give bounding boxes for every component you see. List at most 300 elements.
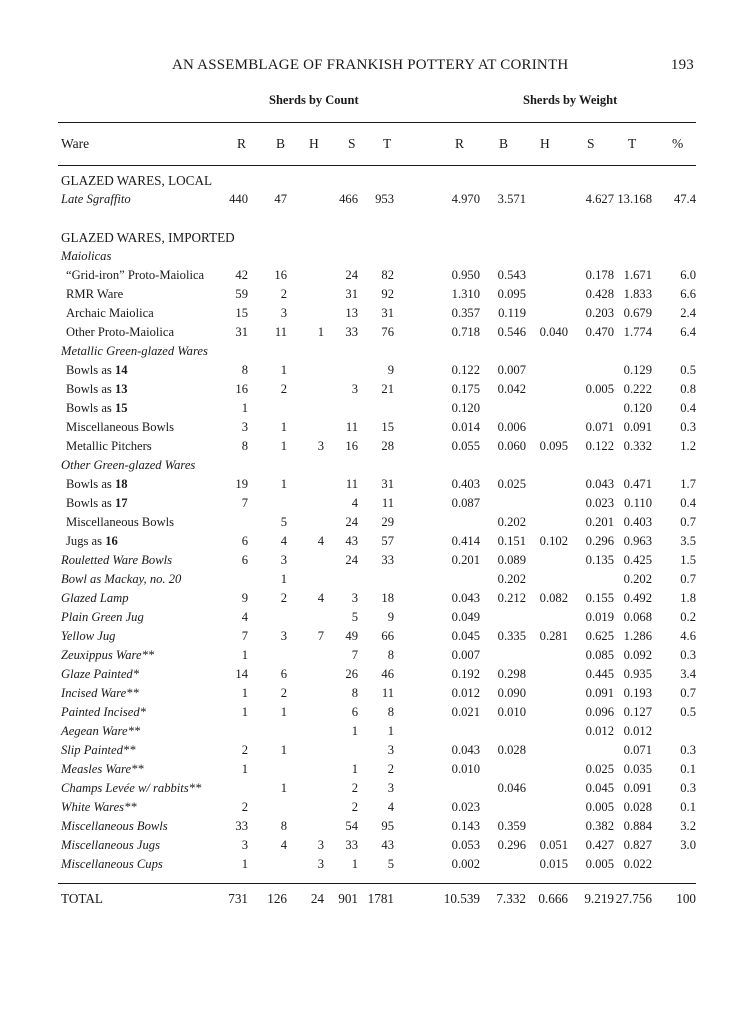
- ware-label: [66, 399, 128, 418]
- cell-percent: 0.1: [680, 800, 696, 814]
- ware-label: [61, 646, 154, 665]
- cell-percent: 1.2: [680, 439, 696, 453]
- cell-count-t: 29: [381, 515, 394, 529]
- running-title: AN ASSEMBLAGE OF FRANKISH POTTERY AT CORINTH: [172, 57, 569, 73]
- cell-count-r: 440: [229, 192, 248, 206]
- cell-weight-r: 0.414: [451, 534, 480, 548]
- cell-count-r: 1: [241, 762, 248, 776]
- ware-label-text: Slip Painted**: [61, 743, 136, 757]
- ware-label-text: Miscellaneous Bowls: [66, 515, 175, 529]
- ware-label-text: White Wares**: [61, 800, 137, 814]
- cell-count-t: 1: [387, 724, 394, 738]
- cell-weight-t: 0.035: [623, 762, 652, 776]
- cell-weight-t: 0.492: [623, 591, 652, 605]
- ware-label-text: Maiolicas: [61, 249, 112, 263]
- cell-count-t: 9: [387, 363, 394, 377]
- ware-label: [66, 380, 128, 399]
- cell-percent: 6.4: [680, 325, 696, 339]
- cell-weight-t: 0.071: [623, 743, 652, 757]
- cell-count-s: 33: [345, 838, 358, 852]
- cell-weight-h: 0.082: [539, 591, 568, 605]
- cell-weight-b: 0.025: [497, 477, 526, 491]
- cell-weight-t: 0.193: [623, 686, 652, 700]
- cell-count-s: 13: [345, 306, 358, 320]
- ware-label: [66, 532, 118, 551]
- cell-count-b: 5: [280, 515, 287, 529]
- cell-count-t: 18: [381, 591, 394, 605]
- cell-count-r: 8: [241, 363, 248, 377]
- cell-count-b: 1: [280, 363, 287, 377]
- ware-label: [61, 817, 168, 836]
- cell-percent: 0.3: [680, 420, 696, 434]
- table-row: [0, 361, 756, 380]
- ware-label-text: Archaic Maiolica: [66, 306, 154, 320]
- table-row: [0, 779, 756, 798]
- total-weight-b: 7.332: [496, 891, 526, 906]
- table-row: [0, 285, 756, 304]
- cell-weight-s: 0.019: [585, 610, 614, 624]
- cell-weight-s: 0.071: [585, 420, 614, 434]
- cell-percent: 0.7: [680, 686, 696, 700]
- total-count-s: 901: [338, 891, 358, 906]
- table-row: [0, 475, 756, 494]
- cell-percent: 3.2: [680, 819, 696, 833]
- cell-weight-s: 0.085: [585, 648, 614, 662]
- section-row: [0, 171, 756, 190]
- group-header-weight: Sherds by Weight: [523, 93, 618, 107]
- ware-label-text: Champs Levée w/ rabbits**: [61, 781, 202, 795]
- cell-weight-t: 0.332: [623, 439, 652, 453]
- cell-count-r: 6: [241, 534, 248, 548]
- ware-label: [61, 342, 208, 361]
- cell-weight-t: 0.827: [623, 838, 652, 852]
- total-label: TOTAL: [61, 891, 103, 906]
- cell-weight-s: 0.135: [585, 553, 614, 567]
- table-row: [0, 399, 756, 418]
- ware-label: [61, 779, 201, 798]
- cell-count-s: 24: [345, 553, 358, 567]
- ware-label-text: Aegean Ware**: [61, 724, 141, 738]
- cell-count-h: 1: [317, 325, 324, 339]
- cell-count-s: 24: [345, 268, 358, 282]
- cell-count-t: 57: [381, 534, 394, 548]
- cell-count-h: 3: [317, 857, 324, 871]
- cell-percent: 3.0: [680, 838, 696, 852]
- cell-count-b: 1: [280, 477, 287, 491]
- column-header-weight-b: B: [499, 136, 509, 151]
- cell-count-r: 9: [241, 591, 248, 605]
- cell-weight-s: 0.178: [585, 268, 614, 282]
- cell-count-s: 5: [351, 610, 358, 624]
- table-row: [0, 380, 756, 399]
- ware-label-text: Bowls as: [66, 477, 112, 491]
- cell-count-b: 47: [274, 192, 287, 206]
- cell-weight-t: 0.091: [623, 420, 652, 434]
- cell-count-b: 2: [280, 686, 287, 700]
- cell-weight-r: 0.021: [451, 705, 480, 719]
- ware-label-text: Bowl as Mackay, no. 20: [61, 572, 182, 586]
- cell-weight-b: 0.546: [497, 325, 526, 339]
- table-row: [0, 798, 756, 817]
- cell-weight-h: 0.051: [539, 838, 568, 852]
- catalogue-reference: 15: [115, 401, 128, 415]
- ware-label-text: Bowls as: [66, 363, 112, 377]
- cell-weight-r: 0.010: [451, 762, 480, 776]
- cell-percent: 1.8: [680, 591, 696, 605]
- cell-count-t: 4: [387, 800, 394, 814]
- table-row: [0, 589, 756, 608]
- cell-weight-r: 0.053: [451, 838, 480, 852]
- ware-label: [61, 190, 131, 209]
- cell-weight-t: 0.022: [623, 857, 652, 871]
- cell-count-b: 1: [280, 420, 287, 434]
- running-head: [0, 57, 756, 81]
- cell-weight-r: 0.049: [451, 610, 480, 624]
- cell-weight-t: 0.403: [623, 515, 652, 529]
- cell-weight-b: 0.202: [497, 515, 526, 529]
- ware-label-text: Other Green-glazed Wares: [61, 458, 196, 472]
- ware-label-text: Bowls as: [66, 401, 112, 415]
- cell-weight-t: 0.028: [623, 800, 652, 814]
- cell-count-s: 1: [351, 857, 358, 871]
- column-header-ware: Ware: [61, 136, 90, 151]
- catalogue-reference: 16: [105, 534, 118, 548]
- ware-label-text: Metallic Pitchers: [66, 439, 152, 453]
- cell-weight-s: 0.427: [585, 838, 614, 852]
- cell-percent: 3.5: [680, 534, 696, 548]
- cell-weight-b: 0.543: [497, 268, 526, 282]
- cell-count-r: 2: [241, 743, 248, 757]
- cell-weight-r: 0.192: [451, 667, 480, 681]
- cell-weight-t: 0.091: [623, 781, 652, 795]
- ware-label-text: Other Proto-Maiolica: [66, 325, 175, 339]
- table-row: [0, 532, 756, 551]
- cell-count-r: 42: [235, 268, 248, 282]
- cell-count-s: 1: [351, 762, 358, 776]
- cell-count-r: 31: [235, 325, 248, 339]
- cell-percent: 1.5: [680, 553, 696, 567]
- cell-weight-s: 0.012: [585, 724, 614, 738]
- total-weight-t: 27.756: [615, 891, 652, 906]
- cell-count-b: 1: [280, 705, 287, 719]
- column-header-weight-s: S: [587, 136, 595, 151]
- cell-weight-b: 0.060: [497, 439, 526, 453]
- cell-weight-b: 0.007: [497, 363, 526, 377]
- cell-percent: 0.4: [680, 496, 696, 510]
- cell-count-b: 1: [280, 781, 287, 795]
- cell-weight-r: 0.403: [451, 477, 480, 491]
- cell-weight-t: 0.092: [623, 648, 652, 662]
- cell-count-r: 2: [241, 800, 248, 814]
- cell-weight-b: 0.042: [497, 382, 526, 396]
- cell-count-t: 43: [381, 838, 394, 852]
- section-row: [0, 228, 756, 247]
- cell-weight-r: 0.043: [451, 743, 480, 757]
- cell-count-b: 3: [280, 629, 287, 643]
- cell-weight-b: 3.571: [497, 192, 526, 206]
- cell-weight-t: 0.679: [623, 306, 652, 320]
- ware-label: [66, 285, 123, 304]
- cell-weight-t: 0.202: [623, 572, 652, 586]
- cell-count-r: 15: [235, 306, 248, 320]
- table-row: [0, 684, 756, 703]
- cell-count-b: 4: [280, 838, 287, 852]
- cell-count-t: 95: [381, 819, 394, 833]
- total-count-h: 24: [310, 891, 324, 906]
- ware-label-text: Miscellaneous Jugs: [61, 838, 160, 852]
- ware-label: [61, 855, 163, 874]
- ware-label: [66, 361, 128, 380]
- cell-count-b: 1: [280, 572, 287, 586]
- ware-label: [61, 171, 212, 190]
- cell-count-b: 16: [274, 268, 287, 282]
- ware-label-text: Painted Incised*: [61, 705, 146, 719]
- table-row: [0, 855, 756, 874]
- table-row: [0, 513, 756, 532]
- ware-label: [61, 798, 137, 817]
- ware-label: [61, 665, 139, 684]
- cell-percent: 4.6: [680, 629, 696, 643]
- cell-weight-h: 0.015: [539, 857, 568, 871]
- cell-weight-s: 0.470: [585, 325, 614, 339]
- cell-percent: 0.3: [680, 648, 696, 662]
- cell-percent: 0.8: [680, 382, 696, 396]
- cell-count-r: 4: [241, 610, 248, 624]
- cell-percent: 0.5: [680, 363, 696, 377]
- catalogue-reference: 18: [115, 477, 128, 491]
- total-count-b: 126: [267, 891, 287, 906]
- cell-count-r: 59: [235, 287, 248, 301]
- cell-percent: 0.4: [680, 401, 696, 415]
- ware-label-text: Metallic Green-glazed Wares: [61, 344, 208, 358]
- cell-count-s: 2: [351, 781, 358, 795]
- cell-percent: 0.5: [680, 705, 696, 719]
- cell-count-t: 66: [381, 629, 394, 643]
- cell-weight-r: 4.970: [451, 192, 480, 206]
- cell-count-r: 1: [241, 686, 248, 700]
- cell-count-t: 31: [381, 477, 394, 491]
- cell-weight-b: 0.335: [497, 629, 526, 643]
- cell-count-t: 33: [381, 553, 394, 567]
- cell-weight-b: 0.202: [497, 572, 526, 586]
- column-header-weight-r: R: [455, 136, 465, 151]
- cell-count-r: 7: [241, 629, 248, 643]
- cell-weight-t: 1.774: [623, 325, 652, 339]
- cell-count-t: 11: [381, 496, 394, 510]
- cell-weight-h: 0.095: [539, 439, 568, 453]
- cell-count-h: 4: [317, 591, 324, 605]
- cell-weight-r: 0.012: [451, 686, 480, 700]
- cell-weight-t: 13.168: [617, 192, 652, 206]
- cell-count-t: 76: [381, 325, 394, 339]
- ware-label: [61, 551, 172, 570]
- cell-count-r: 14: [235, 667, 248, 681]
- cell-weight-s: 4.627: [585, 192, 614, 206]
- cell-count-r: 1: [241, 401, 248, 415]
- cell-weight-b: 0.006: [497, 420, 526, 434]
- cell-count-h: 3: [317, 439, 324, 453]
- cell-weight-s: 0.203: [585, 306, 614, 320]
- cell-count-t: 5: [387, 857, 394, 871]
- ware-label: [66, 437, 152, 456]
- cell-percent: 0.7: [680, 572, 696, 586]
- table-row: [0, 266, 756, 285]
- cell-count-s: 26: [345, 667, 358, 681]
- ware-label: [61, 836, 160, 855]
- cell-percent: 6.0: [680, 268, 696, 282]
- table-row: [0, 760, 756, 779]
- cell-count-s: 7: [351, 648, 358, 662]
- cell-count-s: 24: [345, 515, 358, 529]
- total-weight-s: 9.219: [584, 891, 614, 906]
- cell-weight-b: 0.090: [497, 686, 526, 700]
- column-header-count-t: T: [383, 136, 392, 151]
- cell-weight-s: 0.122: [585, 439, 614, 453]
- ware-label: [66, 475, 128, 494]
- cell-weight-s: 0.296: [585, 534, 614, 548]
- cell-count-s: 4: [351, 496, 358, 510]
- cell-count-s: 1: [351, 724, 358, 738]
- ware-label: [61, 703, 146, 722]
- cell-weight-t: 0.012: [623, 724, 652, 738]
- total-weight-h: 0.666: [538, 891, 568, 906]
- cell-count-t: 28: [381, 439, 394, 453]
- ware-label-text: “Grid-iron” Proto-Maiolica: [66, 268, 205, 282]
- column-header-count-h: H: [309, 136, 319, 151]
- ware-label: [61, 760, 144, 779]
- cell-weight-h: 0.040: [539, 325, 568, 339]
- cell-count-b: 2: [280, 591, 287, 605]
- cell-weight-h: 0.281: [539, 629, 568, 643]
- cell-count-t: 31: [381, 306, 394, 320]
- cell-count-s: 466: [339, 192, 358, 206]
- cell-weight-b: 0.151: [497, 534, 526, 548]
- cell-weight-r: 0.014: [451, 420, 480, 434]
- cell-weight-b: 0.095: [497, 287, 526, 301]
- cell-count-t: 11: [381, 686, 394, 700]
- table-header-rule: [58, 165, 696, 166]
- table-row: [0, 665, 756, 684]
- ware-label-text: GLAZED WARES, LOCAL: [61, 173, 213, 188]
- cell-weight-t: 0.222: [623, 382, 652, 396]
- table-row: [0, 836, 756, 855]
- cell-percent: 6.6: [680, 287, 696, 301]
- cell-weight-r: 0.023: [451, 800, 480, 814]
- cell-weight-b: 0.296: [497, 838, 526, 852]
- ware-label: [61, 247, 111, 266]
- cell-weight-r: 0.002: [451, 857, 480, 871]
- cell-weight-r: 0.143: [451, 819, 480, 833]
- cell-weight-b: 0.359: [497, 819, 526, 833]
- table-row: [0, 627, 756, 646]
- cell-count-b: 1: [280, 743, 287, 757]
- cell-weight-s: 0.005: [585, 800, 614, 814]
- cell-weight-r: 0.122: [451, 363, 480, 377]
- cell-weight-h: 0.102: [539, 534, 568, 548]
- cell-weight-t: 0.127: [623, 705, 652, 719]
- cell-count-h: 3: [317, 838, 324, 852]
- ware-label-text: Glaze Painted*: [61, 667, 139, 681]
- cell-count-r: 16: [235, 382, 248, 396]
- cell-weight-s: 0.005: [585, 857, 614, 871]
- ware-label-text: Miscellaneous Bowls: [61, 819, 168, 833]
- ware-label: [66, 304, 154, 323]
- cell-count-t: 953: [375, 192, 394, 206]
- total-percent: 100: [676, 891, 696, 906]
- column-header-count-s: S: [348, 136, 356, 151]
- cell-weight-r: 0.045: [451, 629, 480, 643]
- cell-weight-s: 0.625: [585, 629, 614, 643]
- cell-weight-s: 0.428: [585, 287, 614, 301]
- cell-count-r: 6: [241, 553, 248, 567]
- cell-weight-r: 0.055: [451, 439, 480, 453]
- cell-count-s: 3: [351, 382, 358, 396]
- ware-label: [61, 684, 139, 703]
- ware-label-text: Glazed Lamp: [61, 591, 129, 605]
- cell-percent: 1.7: [680, 477, 696, 491]
- column-header-percent: %: [672, 136, 684, 151]
- column-header-count-r: R: [237, 136, 247, 151]
- ware-label-text: RMR Ware: [66, 287, 124, 301]
- cell-count-s: 11: [345, 477, 358, 491]
- cell-count-s: 33: [345, 325, 358, 339]
- cell-weight-r: 0.087: [451, 496, 480, 510]
- cell-count-r: 8: [241, 439, 248, 453]
- table-row: [0, 608, 756, 627]
- ware-label-text: Zeuxippus Ware**: [61, 648, 155, 662]
- cell-weight-r: 0.950: [451, 268, 480, 282]
- ware-label-text: Miscellaneous Bowls: [66, 420, 175, 434]
- total-weight-r: 10.539: [443, 891, 480, 906]
- cell-weight-s: 0.025: [585, 762, 614, 776]
- group-header-count: Sherds by Count: [269, 93, 359, 107]
- cell-weight-s: 0.023: [585, 496, 614, 510]
- ware-label: [61, 589, 129, 608]
- cell-count-r: 7: [241, 496, 248, 510]
- table-top-rule: [58, 122, 696, 123]
- cell-weight-s: 0.091: [585, 686, 614, 700]
- cell-weight-r: 0.007: [451, 648, 480, 662]
- cell-weight-t: 0.963: [623, 534, 652, 548]
- cell-count-b: 3: [280, 306, 287, 320]
- table-row: [0, 570, 756, 589]
- cell-count-r: 1: [241, 705, 248, 719]
- cell-weight-s: 0.201: [585, 515, 614, 529]
- cell-count-s: 49: [345, 629, 358, 643]
- cell-count-r: 3: [241, 838, 248, 852]
- cell-count-t: 2: [387, 762, 394, 776]
- cell-weight-b: 0.298: [497, 667, 526, 681]
- ware-label: [61, 570, 181, 589]
- cell-weight-s: 0.445: [585, 667, 614, 681]
- cell-weight-t: 0.884: [623, 819, 652, 833]
- column-header-weight-t: T: [628, 136, 637, 151]
- cell-count-t: 21: [381, 382, 394, 396]
- table-row: [0, 304, 756, 323]
- cell-weight-s: 0.155: [585, 591, 614, 605]
- page-number: 193: [670, 57, 694, 73]
- ware-label: [66, 266, 204, 285]
- cell-count-s: 43: [345, 534, 358, 548]
- table-row: [0, 817, 756, 836]
- ware-label: [66, 323, 174, 342]
- cell-count-s: 3: [351, 591, 358, 605]
- cell-count-t: 3: [387, 781, 394, 795]
- cell-count-s: 31: [345, 287, 358, 301]
- ware-label: [66, 418, 174, 437]
- cell-count-t: 8: [387, 648, 394, 662]
- table-row: [0, 722, 756, 741]
